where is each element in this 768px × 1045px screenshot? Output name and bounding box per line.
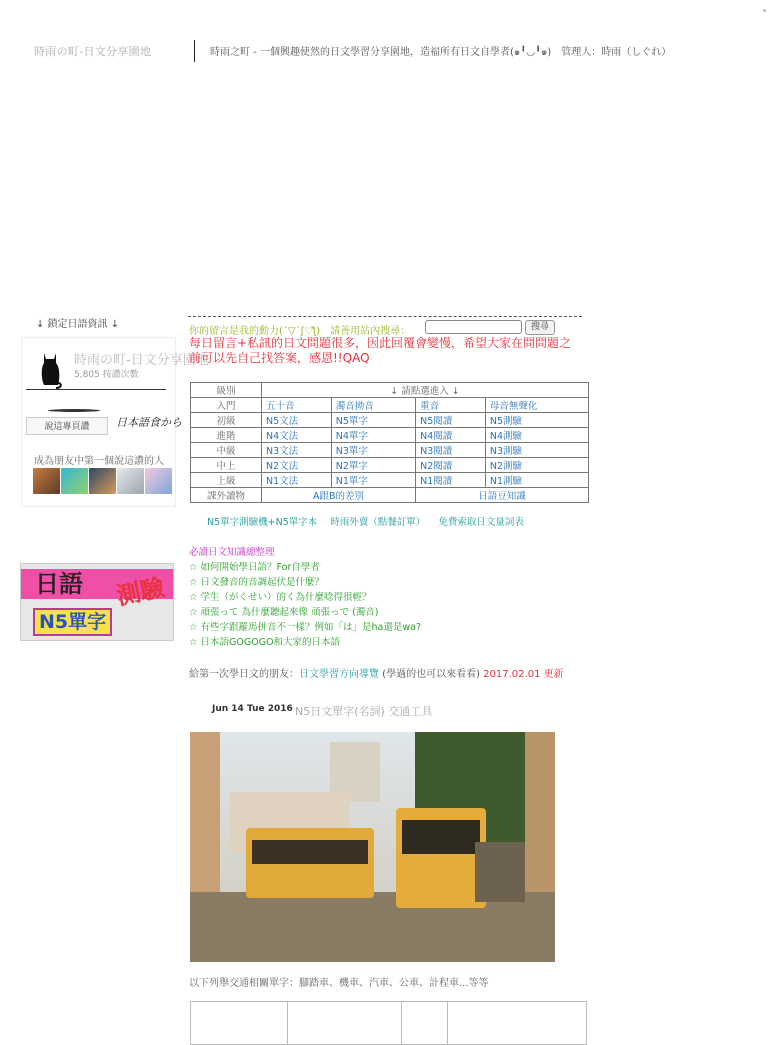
- table-link[interactable]: A跟B的差別: [262, 488, 416, 503]
- first-time-suffix: (學過的也可以來看看): [379, 669, 484, 680]
- table-row: [191, 458, 589, 473]
- table-link[interactable]: N1閱讀: [416, 473, 486, 488]
- like-button[interactable]: 說這專頁讚: [26, 417, 108, 435]
- table-link[interactable]: N5單字: [331, 413, 415, 428]
- table-cell: [402, 1002, 448, 1045]
- table-row: [191, 413, 589, 428]
- pinned-info-title: ↓ 鎖定日語資訊 ↓: [36, 319, 120, 330]
- table-level-cell: 入門: [191, 398, 262, 413]
- quick-link[interactable]: 免費索取日文量詞表: [438, 517, 524, 528]
- table-link[interactable]: 母音無聲化: [485, 398, 588, 413]
- table-cell: [191, 1002, 288, 1045]
- friend-avatar[interactable]: [117, 468, 144, 494]
- banner-right-text: 測驗: [114, 573, 167, 611]
- guide-link[interactable]: ☆ 頑張って 為什麼聽起來像 頑張っで (濁音): [189, 607, 379, 618]
- header-divider: [194, 40, 195, 62]
- table-row: [191, 398, 589, 413]
- guide-overview-link[interactable]: 日文學習方向導覽: [299, 669, 379, 680]
- table-level-cell: 課外讀物: [191, 488, 262, 503]
- table-link[interactable]: N4單字: [331, 428, 415, 443]
- banner-bottom-text: N5單字: [33, 608, 112, 636]
- decorative-line: [48, 409, 100, 412]
- handwritten-logo: 日本語食から: [116, 416, 182, 429]
- table-link[interactable]: N3閱讀: [416, 443, 486, 458]
- n5-quiz-banner[interactable]: [20, 563, 174, 641]
- table-link[interactable]: N2單字: [331, 458, 415, 473]
- level-index-table: [190, 382, 589, 503]
- table-link[interactable]: 重音: [416, 398, 486, 413]
- table-link[interactable]: N5文法: [262, 413, 332, 428]
- table-header-select: ↓ 請點選進入 ↓: [262, 383, 589, 398]
- table-level-cell: 進階: [191, 428, 262, 443]
- table-cell: [448, 1002, 587, 1045]
- motivation-text: 你的留言是我的動力(´▽`ʃ♡ƪ) 請善用站內搜尋：: [189, 326, 411, 337]
- post-date: Jun 14 Tue 2016: [212, 704, 293, 714]
- table-row: [191, 1002, 587, 1045]
- must-read-heading: 必讀日文知識總整理: [189, 547, 275, 558]
- guide-link[interactable]: ☆ 有些字跟羅馬拼音不一樣？例如「は」是ha還是wa?: [189, 622, 422, 633]
- table-link[interactable]: 五十音: [262, 398, 332, 413]
- table-link[interactable]: N3單字: [331, 443, 415, 458]
- table-link[interactable]: 日語豆知識: [416, 488, 589, 503]
- table-level-cell: 中級: [191, 443, 262, 458]
- guide-link[interactable]: ☆ 学生（がくせい）的く為什麼唸得很輕？: [189, 592, 372, 603]
- table-link[interactable]: N2測驗: [485, 458, 588, 473]
- table-row: [191, 443, 589, 458]
- fanpage-name[interactable]: 時雨の町-日文分享園地: [74, 353, 209, 368]
- table-level-cell: 上級: [191, 473, 262, 488]
- search-button[interactable]: 搜尋: [525, 320, 555, 335]
- tram-photo: [190, 732, 555, 962]
- quick-link[interactable]: 時雨外賣（點餐訂單）: [330, 517, 426, 528]
- post-title[interactable]: N5日文單字(名詞) 交通工具: [295, 705, 433, 718]
- table-row: [191, 428, 589, 443]
- friend-avatar[interactable]: [61, 468, 88, 494]
- table-link[interactable]: N5測驗: [485, 413, 588, 428]
- table-row: [191, 383, 589, 398]
- guide-link[interactable]: ☆ 如何開始學日語？For自學者: [189, 562, 320, 573]
- first-time-note: [189, 665, 564, 680]
- corner-dot: [763, 9, 766, 12]
- table-link[interactable]: N1測驗: [485, 473, 588, 488]
- friend-avatar[interactable]: [33, 468, 60, 494]
- table-link[interactable]: N4測驗: [485, 428, 588, 443]
- first-like-text: 成為朋友中第一個說這讚的人: [34, 456, 164, 467]
- site-search-input[interactable]: [425, 320, 522, 334]
- quick-links: [207, 514, 534, 528]
- guide-link[interactable]: ☆ 日文發音的音調起伏是什麼？: [189, 577, 325, 588]
- banner-top-text: 日語: [35, 570, 83, 598]
- update-date: 2017.02.01: [483, 669, 541, 680]
- table-level-cell: 初級: [191, 413, 262, 428]
- cat-icon[interactable]: [38, 349, 62, 389]
- table-link[interactable]: N4文法: [262, 428, 332, 443]
- table-link[interactable]: N1文法: [262, 473, 332, 488]
- first-time-prefix: 給第一次學日文的朋友：: [189, 669, 299, 680]
- friend-avatar[interactable]: [89, 468, 116, 494]
- table-link[interactable]: N2閱讀: [416, 458, 486, 473]
- post-intro: 以下列舉交通相關單字：腳踏車、機車、汽車、公車、計程車...等等: [189, 978, 489, 989]
- table-link[interactable]: N5閱讀: [416, 413, 486, 428]
- divider: [26, 389, 166, 390]
- table-link[interactable]: 濁音拗音: [331, 398, 415, 413]
- dotted-separator: [188, 316, 582, 317]
- table-cell: [288, 1002, 402, 1045]
- vocab-table: [190, 1001, 587, 1045]
- site-description: 時雨之町 - 一個興趣使然的日文學習分享園地，造福所有日文自學者(๑╹◡╹๑) 管理人：時雨（しぐれ）: [210, 47, 672, 58]
- table-link[interactable]: N4閱讀: [416, 428, 486, 443]
- table-header-level: 級別: [191, 383, 262, 398]
- table-row: [191, 488, 589, 503]
- update-label: 更新: [540, 669, 564, 680]
- guide-link[interactable]: ☆ 日本語GOGOGO和大家的日本語: [189, 637, 341, 648]
- table-level-cell: 中上: [191, 458, 262, 473]
- quick-link[interactable]: N5單字測驗機+N5單字本: [207, 517, 318, 528]
- table-link[interactable]: N3測驗: [485, 443, 588, 458]
- notice-text: 每日留言+私訊的日文問題很多，因此回覆會變慢，希望大家在問問題之前可以先自己找答案，感恩!!QAQ: [189, 336, 572, 365]
- site-title[interactable]: 時雨の町-日文分享園地: [34, 45, 152, 58]
- table-link[interactable]: N3文法: [262, 443, 332, 458]
- table-row: [191, 473, 589, 488]
- like-count: 5,805 按讚次數: [74, 370, 139, 380]
- table-link[interactable]: N1單字: [331, 473, 415, 488]
- friend-avatar[interactable]: [145, 468, 172, 494]
- table-link[interactable]: N2文法: [262, 458, 332, 473]
